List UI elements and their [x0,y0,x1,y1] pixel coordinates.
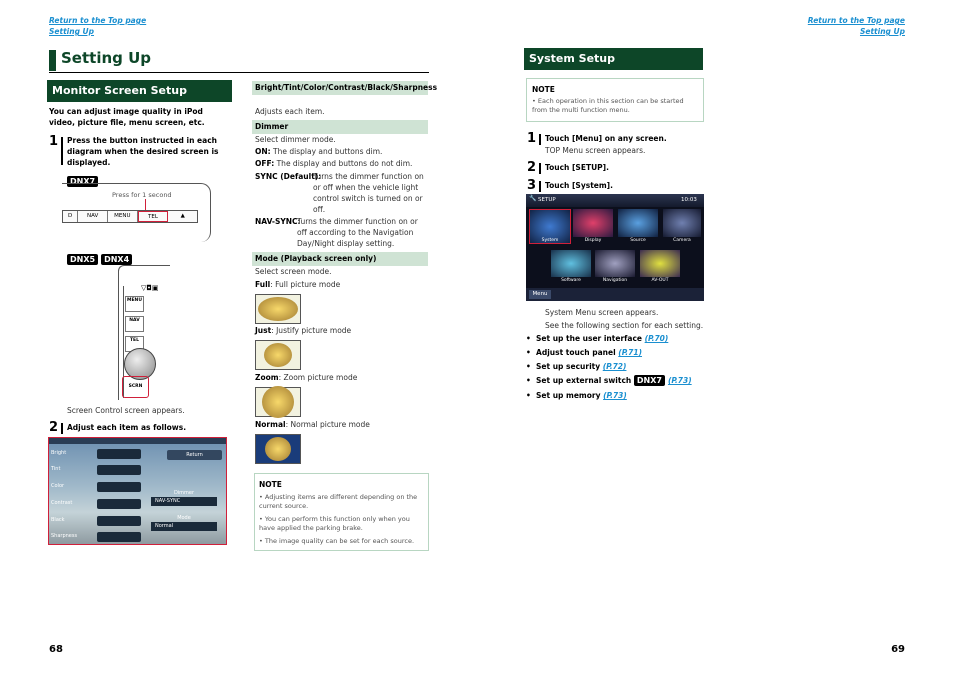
bullet-user-interface: • Set up the user interface (P.70) [526,334,669,343]
title-rule [49,72,429,73]
slider-color[interactable]: Color [51,481,223,494]
step-bar [61,423,63,434]
left-note-box [254,473,429,551]
dnx5-dnx4-badges [67,247,135,266]
screen-control-screenshot [48,437,227,545]
slider-bright[interactable]: Bright [51,448,223,461]
section-link-right[interactable]: Setting Up [859,27,905,36]
dimmer-off: OFF: The display and buttons do not dim. [255,159,413,168]
bright-subheading: Bright/Tint/Color/Contrast/Black/Sharpness [252,81,428,95]
slider-contrast[interactable]: Contrast [51,498,223,511]
mode-label: Mode [177,515,191,521]
mode-just: Just: Justify picture mode [255,326,352,335]
just-mode-thumbnail [255,340,301,370]
title-marker [49,50,56,71]
bullet-security: • Set up security (P.72) [526,362,627,371]
dnx5-device-illustration [118,265,170,400]
wrench-icon: 🔧 [529,195,537,202]
setup-title: SETUP [538,197,556,203]
bullet-external-switch: • Set up external switch DNX7 (P.73) [526,376,692,385]
device-button-menu[interactable]: MENU [108,211,138,222]
link-p70[interactable]: (P.70) [644,334,669,343]
press-label: Press for 1 second [112,191,172,199]
return-button[interactable]: Return [167,450,222,460]
zoom-mode-thumbnail [255,387,301,417]
device-button-nav[interactable]: NAV [78,211,108,222]
top-icons: ▽◘▣ [141,284,159,292]
mode-zoom: Zoom: Zoom picture mode [255,373,358,382]
right-note-box [526,78,704,122]
sync-label: SYNC (Default): [255,172,322,181]
vert-button-menu[interactable]: MENU [125,296,144,312]
navsync-label: NAV-SYNC: [255,217,301,226]
dimmer-subheading: Dimmer [252,120,428,134]
icon-label-software: Software [561,278,581,283]
source-icon[interactable] [618,209,658,237]
camera-icon[interactable] [663,209,701,237]
sys-step-1-text: Touch [Menu] on any screen. [545,134,667,143]
bullet-touch-panel: • Adjust touch panel (P.71) [526,348,643,357]
vert-button-nav[interactable]: NAV [125,316,144,332]
mode-text: Select screen mode. [255,267,332,276]
section-link[interactable]: Setting Up [49,27,95,36]
dimmer-on: ON: The display and buttons dim. [255,147,383,156]
sys-step-3-number: 3 [527,178,537,193]
monitor-intro: You can adjust image quality in iPod video, picture file, menu screen, etc. [49,107,205,127]
sys-step-2-text: Touch [SETUP]. [545,163,609,172]
slider-sharpness[interactable]: Sharpness [51,531,223,544]
dnx7-badge: DNX7 [67,169,101,188]
left-page-number: 68 [49,644,63,655]
step-2-number: 2 [49,420,59,435]
icon-label-source: Source [630,238,646,243]
dimmer-label: Dimmer [173,490,195,496]
icon-label-camera: Camera [673,238,691,243]
bullet-memory: • Set up memory (P.73) [526,391,627,400]
dnx7-badge-inline: DNX7 [634,375,665,386]
right-note-text: • Each operation in this section can be started from the multi function menu. [532,97,684,114]
step-2-text: Adjust each item as follows. [67,423,187,432]
link-p73-memory[interactable]: (P.73) [603,391,627,400]
note-item-2: • You can perform this function only when you have applied the parking brake. [259,515,410,532]
see-following-section: See the following section for each setting. [545,321,704,330]
sys-step-2-number: 2 [527,160,537,175]
av-out-icon[interactable] [640,250,680,277]
display-icon[interactable] [573,209,613,237]
sys-step-3-text: Touch [System]. [545,181,613,190]
full-mode-thumbnail [255,294,301,324]
vert-button-scrn[interactable]: SCRN [122,376,149,398]
step-1-text: Press the button instructed in each diagram when the desired screen is displayed. [67,136,219,167]
note-item-3: • The image quality can be set for each source. [259,537,415,545]
system-menu-appears: System Menu screen appears. [545,308,659,317]
return-top-link[interactable]: Return to the Top page [49,16,147,25]
bright-text: Adjusts each item. [255,107,325,116]
dnx5-badge: DNX5 [67,254,98,265]
page-title: Setting Up [61,49,152,67]
step-bar [539,181,541,192]
device-button-tel[interactable]: TEL [138,211,169,222]
step-bar [539,163,541,174]
left-note-title: NOTE [259,480,282,489]
dimmer-text: Select dimmer mode. [255,135,336,144]
setup-screenshot [526,194,704,301]
mode-full: Full: Full picture mode [255,280,341,289]
setup-bottombar [526,288,704,301]
slider-tint[interactable]: Tint [51,464,223,477]
right-note-title: NOTE [532,85,555,94]
sync-text: Turns the dimmer function on or off when the vehicle light control switch is turned on or off. [313,172,424,214]
step-bar [539,134,541,145]
icon-label-system: System [541,238,559,243]
normal-mode-thumbnail [255,434,301,464]
step-1-number: 1 [49,134,59,149]
icon-label-av-out: AV-OUT [651,278,669,283]
monitor-screen-setup-heading: Monitor Screen Setup [47,80,232,102]
navsync-text: Turns the dimmer function on or off according to the Navigation Day/Night display setting. [297,217,418,248]
right-page-number: 69 [891,644,905,655]
sys-step-1-sub: TOP Menu screen appears. [545,146,646,155]
step-bar [61,137,63,165]
dimmer-select[interactable]: NAV-SYNC [151,497,217,506]
system-setup-heading: System Setup [524,48,703,70]
return-top-link-right[interactable]: Return to the Top page [807,16,905,25]
icon-label-display: Display [584,238,602,243]
slider-black[interactable]: Black [51,515,223,528]
link-p72[interactable]: (P.72) [602,362,627,371]
sys-step-1-number: 1 [527,131,537,146]
device-button-d[interactable]: D [63,211,78,222]
icon-label-navigation: Navigation [602,278,628,283]
dnx4-badge: DNX4 [101,254,132,265]
note-item-1: • Adjusting items are different depending on the current source. [259,493,418,510]
screen-control-appears: Screen Control screen appears. [67,406,185,415]
mode-subheading: Mode (Playback screen only) [252,252,428,266]
menu-button[interactable]: Menu [529,290,551,299]
mode-select[interactable]: Normal [151,522,217,531]
link-p73-external[interactable]: (P.73) [667,376,692,385]
link-p71[interactable]: (P.71) [618,348,643,357]
dnx7-device-illustration [62,183,211,242]
vert-button-tel[interactable]: TEL [125,336,144,352]
device-button-eject[interactable]: ▲ [180,213,185,219]
software-icon[interactable] [551,250,591,277]
button-strip [62,210,198,223]
vertical-button-stack [125,296,144,352]
setup-time: 10:03 [681,197,697,203]
navigation-icon[interactable] [595,250,635,277]
screen-topbar [49,438,226,444]
mode-normal: Normal: Normal picture mode [255,420,370,429]
